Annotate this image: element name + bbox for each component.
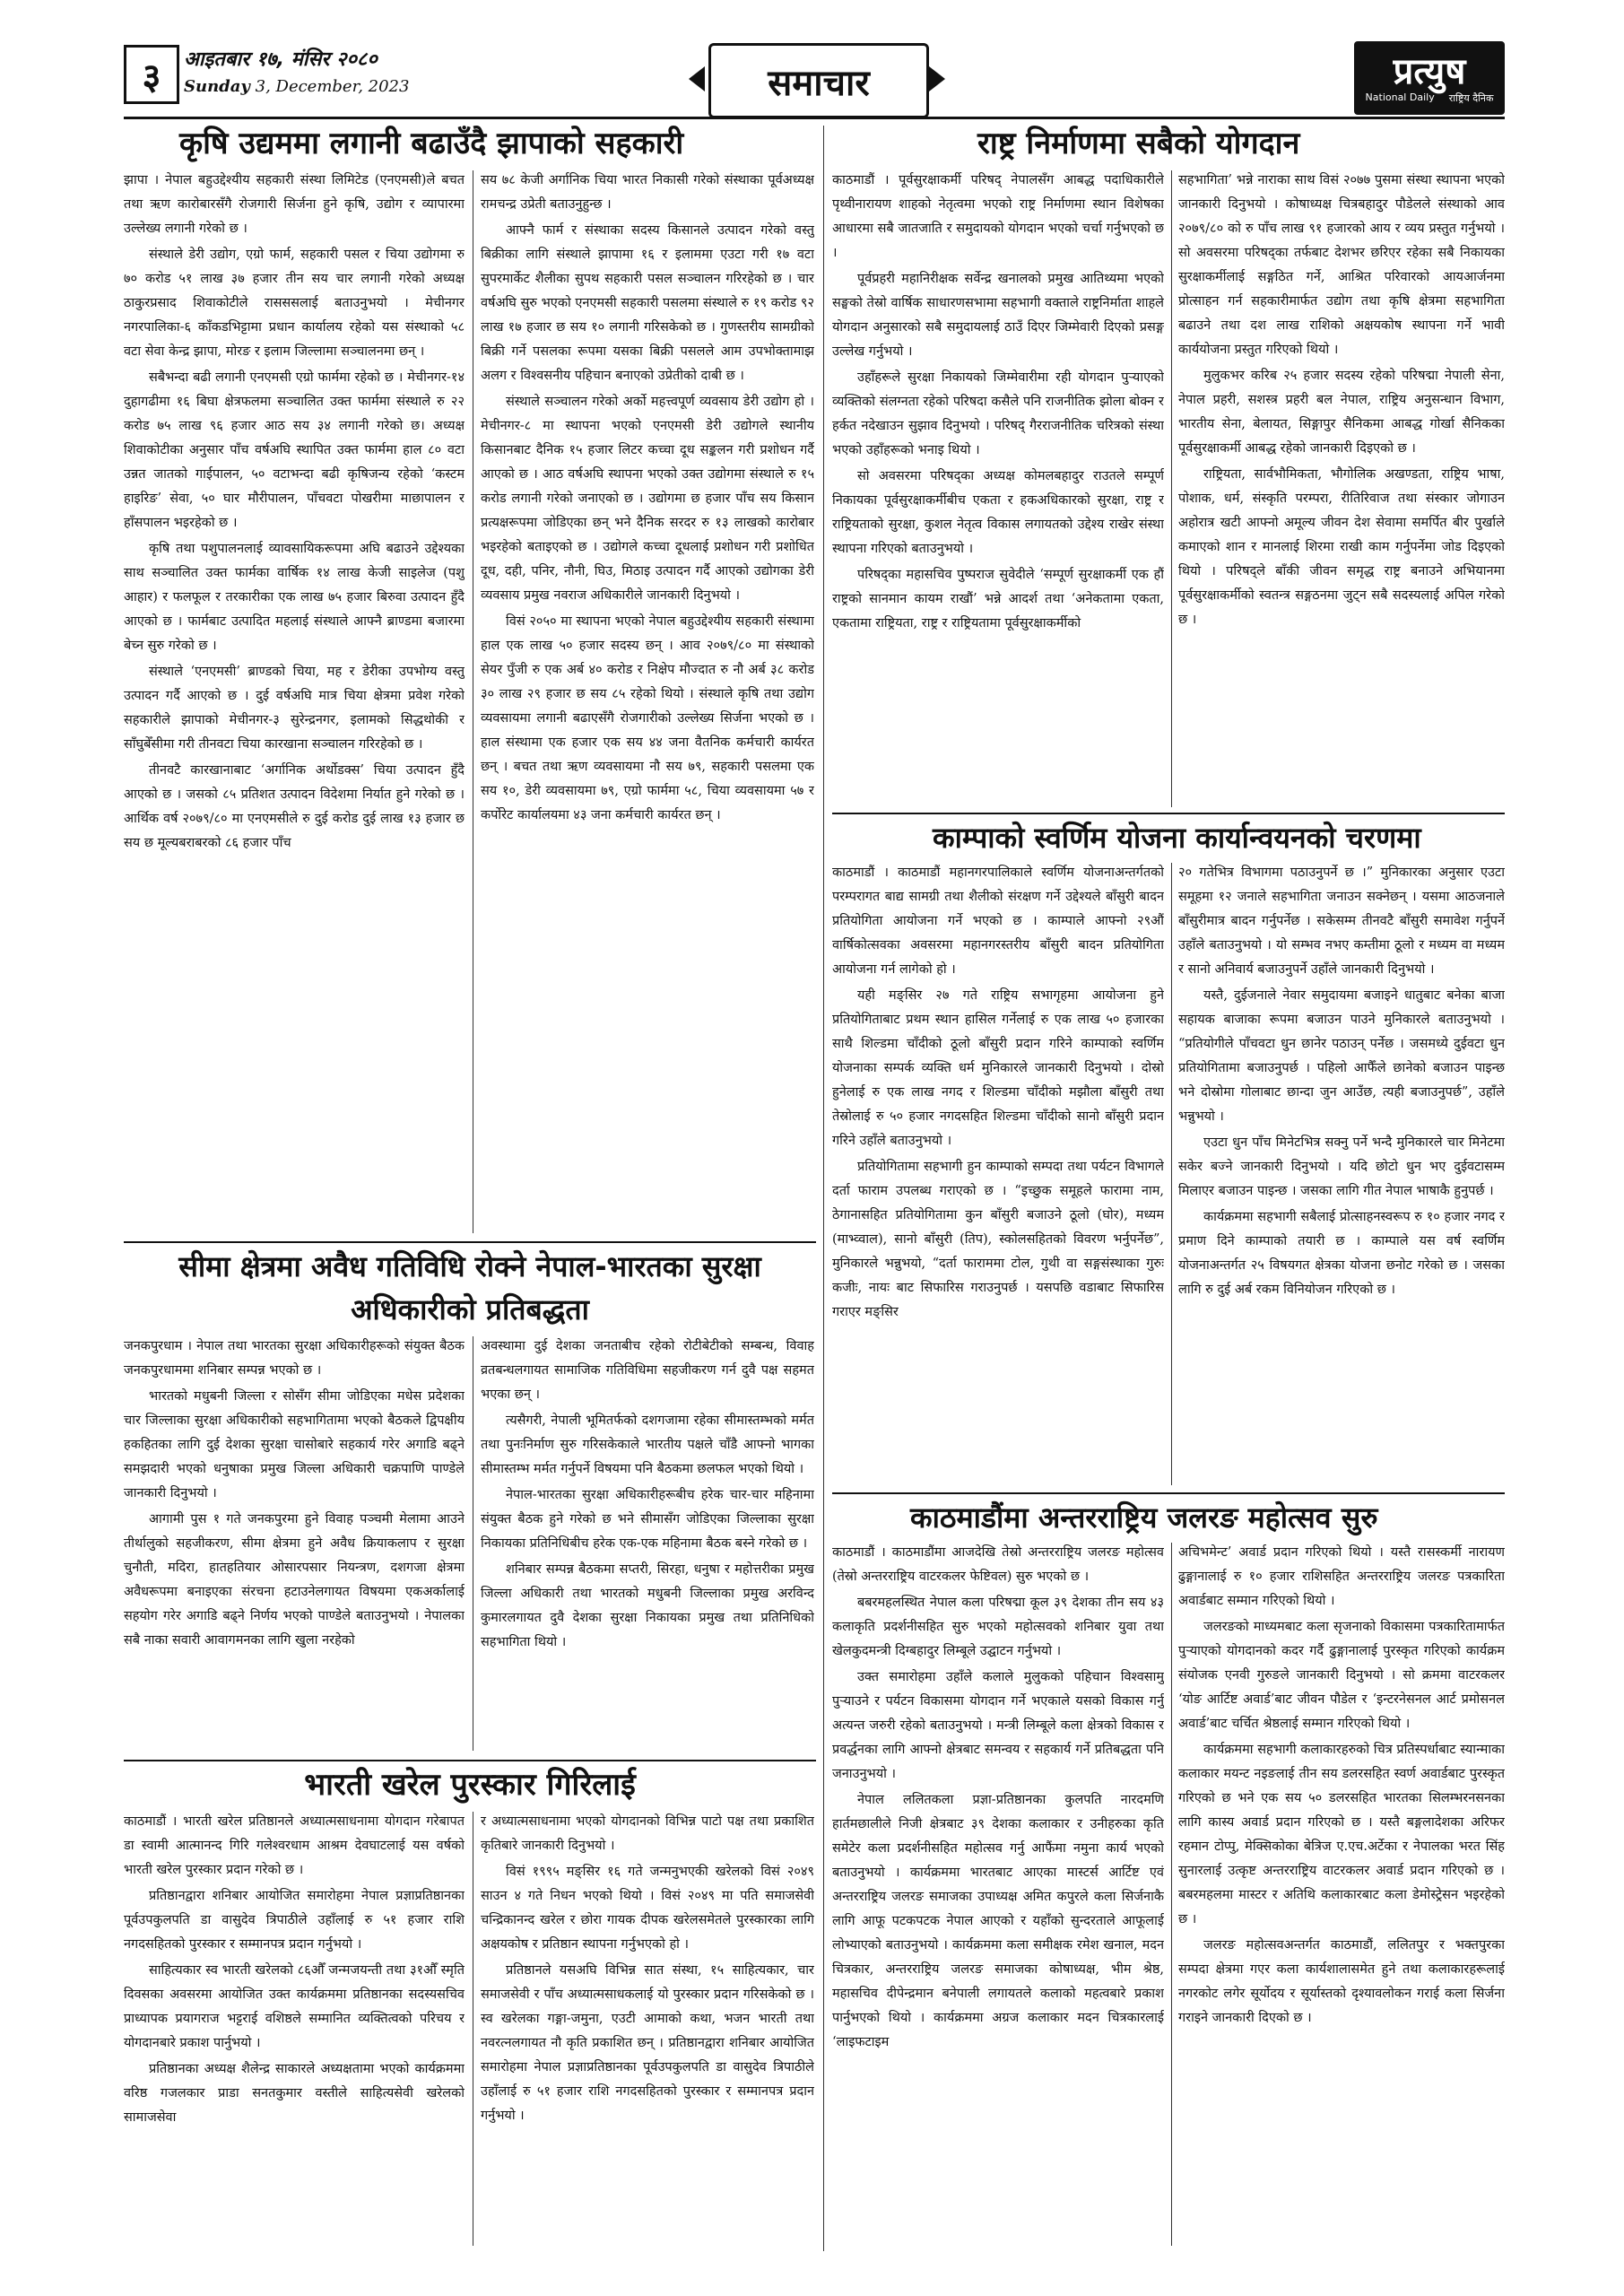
paragraph: सय ७८ केजी अर्गानिक चिया भारत निकासी गरेको संस्थाका पूर्वअध्यक्ष रामचन्द्र उप्रेती बताउनुहुन्छ । <box>481 173 814 212</box>
paragraph: नेपाल-भारतका सुरक्षा अधिकारीहरूबीच हरेक चार-चार महिनामा संयुक्त बैठक हुने गरेको छ भने सीमासँग जोडिएका जिल्लाका सुरक्षा निकायका प्रतिनिधिबीच हरेक एक-एक महिनामा बैठक बस्ने गरेको छ । <box>481 1488 814 1551</box>
column-divider <box>1171 863 1172 1485</box>
paragraph: कार्यक्रममा सहभागी सबैलाई प्रोत्साहनस्वरूप रु १० हजार नगद र प्रमाण दिने काम्पाको तयारी छ । काम्पाले यस वर्ष स्वर्णिम योजनाअन्तर्गत २५ विषयगत क्षेत्रका योजना छनोट गरेको छ । जसका लागि रु दुई अर्ब रकम विनियोजन गरिएको छ । <box>1178 1210 1505 1297</box>
paragraph: बबरमहलस्थित नेपाल कला परिषद्मा कूल ३९ देशका तीन सय ४३ कलाकृति प्रदर्शनीसहित सुरु भएको महोत्सवको शनिबार युवा तथा खेलकुदमन्त्री दिग्बहादुर लिम्बूले उद्घाटन गर्नुभयो । <box>832 1596 1164 1658</box>
headline-border-line2: अधिकारीको प्रतिबद्धता <box>351 1292 589 1326</box>
paragraph: प्रतिष्ठानद्वारा शनिबार आयोजित समारोहमा नेपाल प्रज्ञाप्रतिष्ठानका पूर्वउपकुलपति डा वासुदेव त्रिपाठीले उहाँलाई रु ५१ हजार राशि नगदसहितको पुरस्कार र सम्मानपत्र प्रदान गर्नुभयो । <box>124 1889 465 1952</box>
paragraph: संस्थाले ‘एनएमसी’ ब्राण्डको चिया, मह र डेरीका उपभोग्य वस्तु उत्पादन गर्दै आएको छ । दुई वर्षअघि मात्र चिया क्षेत्रमा प्रवेश गरेको सहकारीले झापाको मेचीनगर-३ सुरेन्द्रनगर, इलामको सिद्धथोकी र साँघुबेँसीमा गरी तीनवटा चिया कारखाना सञ्चालन गरिरहेको छ । <box>124 665 465 752</box>
paragraph: विसं १९९५ मङ्सिर १६ गते जन्मनुभएकी खरेलको विसं २०४९ साउन ४ गते निधन भएको थियो । विसं २०४९ मा पति समाजसेवी चन्द्रिकानन्द खरेल र छोरा गायक दीपक खरेलसमेतले पुरस्कारका लागि अक्षयकोष र प्रतिष्ठान स्थापना गर्नुभएको हो । <box>481 1865 814 1952</box>
date-english <box>184 77 409 96</box>
paragraph: काठमाडौं । भारती खरेल प्रतिष्ठानले अध्यात्मसाधनामा योगदान गरेबापत डा स्वामी आत्मानन्द गिरि गलेश्वरधाम आश्रम देवघाटलाई यस वर्षको भारती खरेल पुरस्कार प्रदान गरेको छ । <box>124 1814 465 1877</box>
border-column-1 <box>124 1335 465 1756</box>
paragraph: संस्थाले सञ्चालन गरेको अर्को महत्त्वपूर्ण व्यवसाय डेरी उद्योग हो । मेचीनगर-८ मा स्थापना भएको एनएमसी डेरी उद्योगले स्थानीय किसानबाट दैनिक १५ हजार लिटर कच्चा दूध सङ्कलन गरी प्रशोधन गर्दै आएको छ । आठ वर्षअघि स्थापना भएको उक्त उद्योगमा संस्थाले रु १५ करोड लगानी गरेको जनाएको छ । उद्योगमा छ हजार पाँच सय किसान प्रत्यक्षरूपमा जोडिएका छन् भने दैनिक सरदर रु १३ लाखको कारोबार भइरहेको बताइएको छ । उद्योगले कच्चा दूधलाई प्रशोधन गरी प्रशोधित दूध, दही, पनिर, नौनी, घिउ, मिठाइ उत्पादन गर्दै आएको उद्योगका डेरी व्यवसाय प्रमुख नवराज अधिकारीले जानकारी दिनुभयो । <box>481 395 814 603</box>
jalrang-column-2 <box>1178 1541 1505 2249</box>
bharati-column-1 <box>124 1810 465 2249</box>
paragraph: कार्यक्रममा सहभागी कलाकारहरुको चित्र प्रतिस्पर्धाबाट स्यान्माका कलाकार मयन्ट नइङलाई तीन सय डलरसहित स्वर्ण अवार्डबाट पुरस्कृत गरिएको छ भने एक सय ५० डलरसहित भारतका सिलम्भरनसनका लागि कास्य अवार्ड प्रदान गरिएको छ । यस्तै बङ्गलादेशका अरिफर रहमान टोप्पु, मेक्सिकोका बेत्रिज ए.एच.अर्टेका र नेपालका भरत सिंह सुनारलाई उत्कृष्ट अन्तरराष्ट्रिय वाटरकलर अवार्ड प्रदान गरिएको छ । बबरमहलमा मास्टर र अतिथि कलाकारबाट कला डेमोस्ट्रेसन भइरहेको छ । <box>1178 1743 1505 1926</box>
paragraph: र अध्यात्मसाधनामा भएको योगदानको विभिन्न पाटो पक्ष तथा प्रकाशित कृतिबारे जानकारी दिनुभयो । <box>481 1814 814 1853</box>
masthead-logo <box>1354 41 1505 115</box>
kampa-column-1 <box>832 861 1164 1489</box>
paragraph: उहाँहरूले सुरक्षा निकायको जिम्मेवारीमा रही योगदान पुर्‍याएको व्यक्तिको संलग्नता रहेको परिषदा कसैले पनि राजनीतिक झोला बोक्न र हर्कत नदेखाउन सुझाव दिनुभयो । परिषद् गैरराजनीतिक चरित्रको संस्था भएको उहाँहरूको भनाइ थियो । <box>832 370 1164 457</box>
headline-bharati: भारती खरेल पुरस्कार गिरिलाई <box>304 1767 636 1803</box>
jhapa-column-1 <box>124 169 465 1238</box>
headline-jhapa: कृषि उद्यममा लगानी बढाउँदै झापाको सहकारी <box>179 126 684 161</box>
border-column-2 <box>481 1335 814 1756</box>
left-arrow-icon <box>689 66 705 91</box>
paragraph: नेपाल ललितकला प्रज्ञा-प्रतिष्ठानका कुलपति नारदमणि हार्तमछालीले निजी क्षेत्रबाट ३९ देशका कलाकार र उनीहरुका कृति समेटेर कला प्रदर्शनीसहित महोत्सव गर्नु आफैंमा नमुना कार्य भएको बताउनुभयो । कार्यक्रममा भारतबाट आएका मास्टर्स आर्टिष्ट एवं अन्तरराष्ट्रिय जलरङ समाजका उपाध्यक्ष अमित कपुरले कला सिर्जनाकै लागि आफू पटकपटक नेपाल आएको र यहाँको सुन्दरताले आफूलाई लोभ्याएको बताउनुभयो । कार्यक्रममा कला समीक्षक रमेश खनाल, मदन चित्रकार, अन्तरराष्ट्रिय जलरङ समाजका कोषाध्यक्ष, भीम श्रेष्ठ, महासचिव दीपेन्द्रमान बनेपाली लगायतले कलाको महत्वबारे प्रकाश पार्नुभएको थियो । कार्यक्रममा अग्रज कलाकार मदन चित्रकारलाई ‘लाइफटाइम <box>832 1793 1164 2049</box>
article-divider <box>124 1760 816 1761</box>
headline-border-line1: सीमा क्षेत्रमा अवैध गतिविधि रोक्ने नेपाल-भारतका सुरक्षा <box>178 1249 761 1283</box>
paragraph: काठमाडौं । पूर्वसुरक्षाकर्मी परिषद् नेपालसँग आबद्ध पदाधिकारीले पृथ्वीनारायण शाहको नेतृत्वमा भएको राष्ट्र निर्माणमा स्थान विशेषका आधारमा सबै जातजाति र समुदायको योगदान भएको चर्चा गर्नुभएको छ । <box>832 173 1164 260</box>
paragraph: एउटा धुन पाँच मिनेटभित्र सक्नु पर्ने भन्दै मुनिकारले चार मिनेटमा सकेर बज्ने जानकारी दिनुभयो । यदि छोटो धुन भए दुईवटासम्म मिलाएर बजाउन पाइन्छ । जसका लागि गीत नेपाल भाषाकै हुनुपर्छ । <box>1178 1135 1505 1198</box>
header-divider <box>124 117 1505 119</box>
paragraph: तीनवटै कारखानाबाट ‘अर्गानिक अर्थोडक्स’ चिया उत्पादन हुँदै आएको छ । जसको ८५ प्रतिशत उत्पादन विदेशमा निर्यात हुने गरेको छ । आर्थिक वर्ष २०७९/८० मा एनएमसीले रु दुई करोड दुई लाख १३ हजार छ सय छ मूल्यबराबरको ८६ हजार पाँच <box>124 763 465 850</box>
paragraph: काठमाडौं । काठमाडौं महानगरपालिकाले स्वर्णिम योजनाअन्तर्गतको परम्परागत बाद्य सामग्री तथा शैलीको संरक्षण गर्ने उद्देश्यले बाँसुरी बादन प्रतियोगिता आयोजना गर्ने भएको छ । काम्पाले आफ्नो २९औं वार्षिकोत्सवका अवसरमा महानगरस्तरीय बाँसुरी बादन प्रतियोगिता आयोजना गर्न लागेको हो । <box>832 865 1164 977</box>
paragraph: साहित्यकार स्व भारती खरेलको ८६औँ जन्मजयन्ती तथा ३१औँ स्मृति दिवसका अवसरमा आयोजित उक्त कार्यक्रममा प्रतिष्ठानका सदस्यसचिव प्राध्यापक प्रयागराज भट्टराई वशिष्ठले सम्मानित व्यक्तित्वको परिचय र योगदानबारे प्रकाश पार्नुभयो । <box>124 1963 465 2050</box>
column-divider <box>1171 1543 1172 2246</box>
paragraph: उक्त समारोहमा उहाँले कलाले मुलुकको पहिचान विश्वसामु पुऱ्याउने र पर्यटन विकासमा योगदान गर्ने भएकाले यसको विकास गर्नु अत्यन्त जरुरी रहेको बताउनुभयो । मन्त्री लिम्बूले कला क्षेत्रको विकास र प्रवर्द्धनका लागि आफ्नो क्षेत्रबाट समन्वय र सहकार्य गर्ने प्रतिबद्धता पनि जनाउनुभयो । <box>832 1670 1164 1781</box>
paragraph: त्यसैगरी, नेपाली भूमितर्फको दशगजामा रहेका सीमास्तम्भको मर्मत तथा पुनःनिर्माण सुरु गरिसकेकाले भारतीय पक्षले चाँडै आफ्नो भागका सीमास्तम्भ मर्मत गर्नुपर्ने विषयमा पनि बैठकमा छलफल भएको थियो । <box>481 1413 814 1476</box>
paragraph: अचिभमेन्ट’ अवार्ड प्रदान गरिएको थियो । यस्तै रासस्कर्मी नारायण ढुङ्गानालाई रु १० हजार राशिसहित अन्तरराष्ट्रिय जलरङ पत्रकारिता अवार्डबाट सम्मान गरिएको थियो । <box>1178 1545 1505 1608</box>
paragraph: यस्तै, दुईजनाले नेवार समुदायमा बजाइने धातुबाट बनेका बाजा सहायक बाजाका रूपमा बजाउन पाउने मुनिकारले बताउनुभयो । “प्रतियोगीले पाँचवटा धुन छानेर पठाउन् पर्नेछ । जसमध्ये दुईवटा धुन प्रतियोगितामा बजाउनुपर्छ । पहिलो आफैँले छानेको बजाउन पाइन्छ भने दोस्रोमा गोलाबाट छान्दा जुन आउँछ, त्यही बजाउनुपर्छ”, उहाँले भन्नुभयो । <box>1178 988 1505 1124</box>
kampa-column-2 <box>1178 861 1505 1489</box>
headline-nation: राष्ट्र निर्माणमा सबैको योगदान <box>977 126 1300 161</box>
paragraph: यही मङ्सिर २७ गते राष्ट्रिय सभागृहमा आयोजना हुने प्रतियोगिताबाट प्रथम स्थान हासिल गर्नेलाई रु एक लाख ५० हजारका साथै शिल्डमा चाँदीको ठूलो बाँसुरी प्रदान गरिने काम्पाको स्वर्णिम योजनाका सम्पर्क व्यक्ति धर्म मुनिकारले जानकारी दिनुभयो । दोस्रो हुनेलाई रु एक लाख नगद र शिल्डमा चाँदीको मझौला बाँसुरी तथा तेस्रोलाई रु ५० हजार नगदसहित शिल्डमा चाँदीको सानो बाँसुरी प्रदान गरिने उहाँले बताउनुभयो । <box>832 988 1164 1148</box>
paragraph: जलरङको माध्यमबाट कला सृजनाको विकासमा पत्रकारितामार्फत पुऱ्याएको योगदानको कदर गर्दै ढुङ्गानालाई पुरस्कृत गरिएको कार्यक्रम संयोजक एनवी गुरुङले जानकारी दिनुभयो । सो क्रममा वाटरकलर ‘योङ आर्टिष्ट अवार्ड’बाट जीवन पौडेल र ‘इन्टरनेसनल आर्ट प्रमोसनल अवार्ड’बाट चर्चित श्रेष्ठलाई सम्मान गरिएको थियो । <box>1178 1620 1505 1731</box>
paragraph: सहभागिता’ भन्ने नाराका साथ विसं २०७७ पुसमा संस्था स्थापना भएको जानकारी दिनुभयो । कोषाध्यक्ष चित्रबहादुर पौडेलले संस्थाको आव २०७९/८० को रु पाँच लाख ९१ हजारको आय र व्यय प्रस्तुत गर्नुभयो । सो अवसरमा परिषद्का तर्फबाट देशभर छरिएर रहेका सबै निकायका सुरक्षाकर्मीलाई सङ्गठित गर्ने, आश्रित परिवारको आयआर्जनमा प्रोत्साहन गर्न सहकारीमार्फत उद्योग तथा कृषि क्षेत्रमा सहभागिता बढाउने तथा दश लाख राशिको अक्षयकोष स्थापना गर्ने भावी कार्ययोजना प्रस्तुत गरिएको थियो । <box>1178 173 1505 357</box>
paragraph: राष्ट्रियता, सार्वभौमिकता, भौगोलिक अखण्डता, राष्ट्रिय भाषा, पोशाक, धर्म, संस्कृति परम्परा, रीतिरिवाज तथा संस्कार जोगाउन अहोरात्र खटी आफ्नो अमूल्य जीवन देश सेवामा समर्पित बीर पुर्खाले कमाएको शान र मानलाई शिरमा राखी काम गर्नुपर्नेमा जोड दिइएको थियो । परिषद्ले बाँकी जीवन समृद्ध राष्ट्र बनाउने अभियानमा पूर्वसुरक्षाकर्मीको स्वतन्त्र सङ्गठनमा जुट्न सबै सदस्यलाई अपिल गरेको छ । <box>1178 467 1505 627</box>
article-divider <box>124 1241 816 1243</box>
column-divider <box>1171 170 1172 807</box>
paragraph: पूर्वप्रहरी महानिरीक्षक सर्वेन्द्र खनालको प्रमुख आतिथ्यमा भएको सङ्घको तेस्रो वार्षिक साधारणसभामा सहभागी वक्ताले राष्ट्रनिर्माता शाहले योगदान अनुसारको सबै समुदायलाई ठाउँ दिएर जिम्मेवारी दिएको प्रसङ्ग उल्लेख गर्नुभयो । <box>832 272 1164 359</box>
paragraph: प्रतिष्ठानका अध्यक्ष शैलेन्द्र साकारले अध्यक्षतामा भएको कार्यक्रममा वरिष्ठ गजलकार प्राडा सनतकुमार वस्तीले साहित्यसेवी खरेलको सामाजसेवा <box>124 2062 465 2125</box>
paragraph: मुलुकभर करिब २५ हजार सदस्य रहेको परिषद्मा नेपाली सेना, नेपाल प्रहरी, सशस्त्र प्रहरी बल नेपाल, राष्ट्रिय अनुसन्धान विभाग, भारतीय सेना, बेलायत, सिङ्गापुर सैनिकमा आबद्ध गोर्खा सैनिकका पूर्वसुरक्षाकर्मी आबद्ध रहेको जानकारी दिइएको छ । <box>1178 369 1505 456</box>
jalrang-column-1 <box>832 1541 1164 2249</box>
paragraph: प्रतिष्ठानले यसअघि विभिन्न सात संस्था, १५ साहित्यकार, चार समाजसेवी र पाँच अध्यात्मसाधकलाई यो पुरस्कार प्रदान गरिसकेको छ । स्व खरेलका गङ्गा-जमुना, एउटी आमाको कथा, भजन भारती तथा नवरत्नलगायत नौ कृति प्रकाशित छन् । प्रतिष्ठानद्वारा शनिबार आयोजित समारोहमा नेपाल प्रज्ञाप्रतिष्ठानका पूर्वउपकुलपति डा वासुदेव त्रिपाठीले उहाँलाई रु ५१ हजार राशि नगदसहितको पुरस्कार र सम्मानपत्र प्रदान गर्नुभयो । <box>481 1963 814 2123</box>
headline-jalrang: काठमाडौंमा अन्तरराष्ट्रिय जलरङ महोत्सव सुरु <box>910 1500 1378 1535</box>
headline-kampa: काम्पाको स्वर्णिम योजना कार्यान्वयनको चरणमा <box>933 821 1421 855</box>
nation-column-2 <box>1178 169 1505 810</box>
paragraph: शनिबार सम्पन्न बैठकमा सप्तरी, सिरहा, धनुषा र महोत्तरीका प्रमुख जिल्ला अधिकारी तथा भारतको मधुबनी जिल्लाका प्रमुख अरविन्द कुमारलगायत दुवै देशका सुरक्षा निकायका प्रमुख तथा प्रतिनिधिको सहभागिता थियो । <box>481 1562 814 1649</box>
paragraph: झापा । नेपाल बहुउद्देश्यीय सहकारी संस्था लिमिटेड (एनएमसी)ले बचत तथा ऋण कारोबारसँगै रोजगारी सिर्जना हुने कृषि, उद्योग र व्यापारमा उल्लेख्य लगानी गरेको छ । <box>124 173 465 236</box>
masthead-tag-en: National Daily <box>1365 91 1435 103</box>
section-title: समाचार <box>708 43 929 118</box>
paragraph: परिषद्का महासचिव पुष्पराज सुवेदीले ‘सम्पूर्ण सुरक्षाकर्मी एक हौं राष्ट्रको सानमान कायम राखौं’ भन्ने आदर्श तथा ‘अनेकतामा एकता, एकतामा राष्ट्रियता, राष्ट्र र राष्ट्रियतामा पूर्वसुरक्षाकर्मीको <box>832 568 1164 631</box>
paragraph: अवस्थामा दुई देशका जनताबीच रहेको रोटीबेटीको सम्बन्ध, विवाह व्रतबन्धलगायत सामाजिक गतिविधिमा सहजीकरण गर्न दुवै पक्ष सहमत भएका छन् । <box>481 1339 814 1402</box>
paragraph: सबैभन्दा बढी लगानी एनएमसी एग्रो फार्ममा रहेको छ । मेचीनगर-१४ दुहागढीमा १६ बिघा क्षेत्रफलमा सञ्चालित उक्त फार्ममा संस्थाले रु २२ करोड ७५ लाख ९६ हजार आठ सय ३४ लगानी गरेको छ। अध्यक्ष शिवाकोटीका अनुसार पाँच वर्षअघि स्थापित उक्त फार्ममा हाल ८० वटा उन्नत जातको गाईपालन, ५० वटाभन्दा बढी कृषिजन्य रहेको ‘कस्टम हाइरिङ’ सेवा, ५० घार मौरीपालन, पाँचवटा पोखरीमा माछापालन र हाँसपालन भइरहेको छ । <box>124 370 465 530</box>
date-nepali: आइतबार १७, मंसिर २०८० <box>184 48 378 71</box>
article-divider <box>832 1492 1505 1494</box>
nation-column-1 <box>832 169 1164 810</box>
paragraph: आफ्नै फार्म र संस्थाका सदस्य किसानले उत्पादन गरेको वस्तु बिक्रीका लागि संस्थाले झापामा १६ र इलाममा एउटा गरी १७ वटा सुपरमार्केट शैलीका सुपथ सहकारी पसल सञ्चालन गरिरहेको छ । चार वर्षअघि सुरु भएको एनएमसी सहकारी पसलमा संस्थाले रु १९ करोड ९२ लाख १७ हजार छ सय १० लगानी गरिसकेको छ । गुणस्तरीय सामग्रीको बिक्री गर्ने पसलका रूपमा यसका बिक्री पसलले आम उपभोक्तामाझ अलग र विश्वसनीय पहिचान बनाएको उप्रेतीको दाबी छ । <box>481 223 814 383</box>
paragraph: काठमाडौं । काठमाडौंमा आजदेखि तेस्रो अन्तरराष्ट्रिय जलरङ महोत्सव (तेस्रो अन्तरराष्ट्रिय वाटरकलर फेष्टिवल) सुरु भएको छ । <box>832 1545 1164 1584</box>
paragraph: भारतको मधुबनी जिल्ला र सोसँग सीमा जोडिएका मधेस प्रदेशका चार जिल्लाका सुरक्षा अधिकारीको सहभागितामा भएको बैठकले द्विपक्षीय हकहितका लागि दुई देशका सुरक्षा चासोबारे सहकार्य गरेर अगाडि बढ्ने समझदारी भएको धनुषाका प्रमुख जिल्ला अधिकारी चक्रपाणि पाण्डेले जानकारी दिनुभयो । <box>124 1389 465 1500</box>
paragraph: जलरङ महोत्सवअन्तर्गत काठमाडौं, ललितपुर र भक्तपुरका सम्पदा क्षेत्रमा गएर कला कार्यशालासमेत हुने तथा कलाकारहरूलाई नगरकोट लगेर सूर्योदय र सूर्यास्तको दृश्यावलोकन गराई कला सिर्जना गराइने जानकारी दिएको छ । <box>1178 1938 1505 2025</box>
date-english-text: 3, December, 2023 <box>255 77 410 96</box>
paragraph: कृषि तथा पशुपालनलाई व्यावसायिकरूपमा अघि बढाउने उद्देश्यका साथ सञ्चालित उक्त फार्मका वार्षिक १४ लाख केजी साइलेज (पशु आहार) र फलफूल र तरकारीका एक लाख ७५ हजार बिरुवा उत्पादन हुँदै आएको छ । फार्मबाट उत्पादित महलाई संस्थाले आफ्नै ब्राण्डमा बजारमा बेच्न सुरु गरेको छ । <box>124 542 465 653</box>
paragraph: आगामी पुस १ गते जनकपुरमा हुने विवाह पञ्चमी मेलामा आउने तीर्थालुको सहजीकरण, सीमा क्षेत्रमा हुने अवैध क्रियाकलाप र सुरक्षा चुनौती, मदिरा, हातहतियार ओसारपसार नियन्त्रण, दशगजा क्षेत्रमा अवैधरूपमा बनाइएका संरचना हटाउनेलगायत विषयमा एकअर्कालाई सहयोग गरेर अगाडि बढ्ने निर्णय भएको पाण्डेले बताउनुभयो । नेपालका सबै नाका सवारी आवागमनका लागि खुला नरहेको <box>124 1512 465 1648</box>
article-divider <box>832 813 1505 814</box>
page-number: ३ <box>124 45 179 104</box>
day-english: Sunday <box>184 77 250 96</box>
paragraph: प्रतियोगितामा सहभागी हुन काम्पाको सम्पदा तथा पर्यटन विभागले दर्ता फाराम उपलब्ध गराएको छ । “इच्छुक समूहले फारामा नाम, ठेगानासहित प्रतियोगितामा कुन बाँसुरी बजाउने ठूलो (घोर), मध्यम (माभ्व्वाल), सानो बाँसुरी (तिप), स्कोलसहितको विवरण भर्नुपर्नेछ”, मुनिकारले भन्नुभयो, “दर्ता फाराममा टोल, गुथी वा सङ्गसंस्थाका गुरुः कजीः, नायः बाट सिफारिस गराउनुपर्छ । यसपछि वडाबाट सिफारिस गराएर मङ्सिर <box>832 1160 1164 1319</box>
masthead-tag-np: राष्ट्रिय दैनिक <box>1448 91 1494 104</box>
right-arrow-icon <box>929 66 945 91</box>
paragraph: विसं २०५० मा स्थापना भएको नेपाल बहुउद्देश्यीय सहकारी संस्थामा हाल एक लाख ५० हजार सदस्य छन् । आव २०७९/८० मा संस्थाको सेयर पुँजी रु एक अर्ब ४० करोड र निक्षेप मौज्दात रु नौ अर्ब ३८ करोड ३० लाख २९ हजार छ सय ८५ रहेको थियो । संस्थाले कृषि तथा उद्योग व्यवसायमा लगानी बढाएसँगै रोजगारीको उल्लेख्य सिर्जना भएको छ । हाल संस्थामा एक हजार एक सय ४४ जना वैतनिक कर्मचारी कार्यरत छन् । बचत तथा ऋण व्यवसायमा नौ सय ७९, सहकारी पसलमा एक सय १०, डेरी व्यवसायमा ७९, एग्रो फार्ममा ५८, चिया व्यवसायमा ५७ र कर्पोरेट कार्यालयमा ४३ जना कर्मचारी कार्यरत छन् । <box>481 614 814 822</box>
paragraph: जनकपुरधाम । नेपाल तथा भारतका सुरक्षा अधिकारीहरूको संयुक्त बैठक जनकपुरधाममा शनिबार सम्पन्न भएको छ । <box>124 1339 465 1378</box>
paragraph: सो अवसरमा परिषद्का अध्यक्ष कोमलबहादुर राउतले सम्पूर्ण निकायका पूर्वसुरक्षाकर्मीबीच एकता र हकअधिकारको सुरक्षा, राष्ट्र र राष्ट्रियताको सुरक्षा, कुशल नेतृत्व विकास लगायतको उद्देश्य राखेर संस्था स्थापना गरिएको बताउनुभयो । <box>832 469 1164 556</box>
page-column-divider <box>823 126 824 2251</box>
jhapa-column-2 <box>481 169 814 1238</box>
paragraph: संस्थाले डेरी उद्योग, एग्रो फार्म, सहकारी पसल र चिया उद्योगमा रु ७० करोड ५१ लाख ३७ हजार तीन सय चार लगानी गरेको अध्यक्ष ठाकुरप्रसाद शिवाकोटीले रासससलाई बताउनुभयो । मेचीनगर नगरपालिका-६ काँकडभिट्टामा प्रधान कार्यालय रहेको यस संस्थाको ५८ वटा सेवा केन्द्र झापा, मोरङ र इलाम जिल्लामा सञ्चालनमा छन् । <box>124 248 465 359</box>
masthead-logo-text: प्रत्युष <box>1393 50 1466 92</box>
paragraph: २० गतेभित्र विभागमा पठाउनुपर्ने छ ।” मुनिकारका अनुसार एउटा समूहमा १२ जनाले सहभागिता जनाउन सक्नेछन् । यसमा आठजनाले बाँसुरीमात्र बादन गर्नुपर्नेछ । सकेसम्म तीनवटै बाँसुरी समावेश गर्नुपर्ने उहाँले बताउनुभयो । यो सम्भव नभए कम्तीमा ठूलो र मध्यम वा मध्यम र सानो अनिवार्य बजाउनुपर्ने उहाँले जानकारी दिनुभयो । <box>1178 865 1505 977</box>
bharati-column-2 <box>481 1810 814 2249</box>
